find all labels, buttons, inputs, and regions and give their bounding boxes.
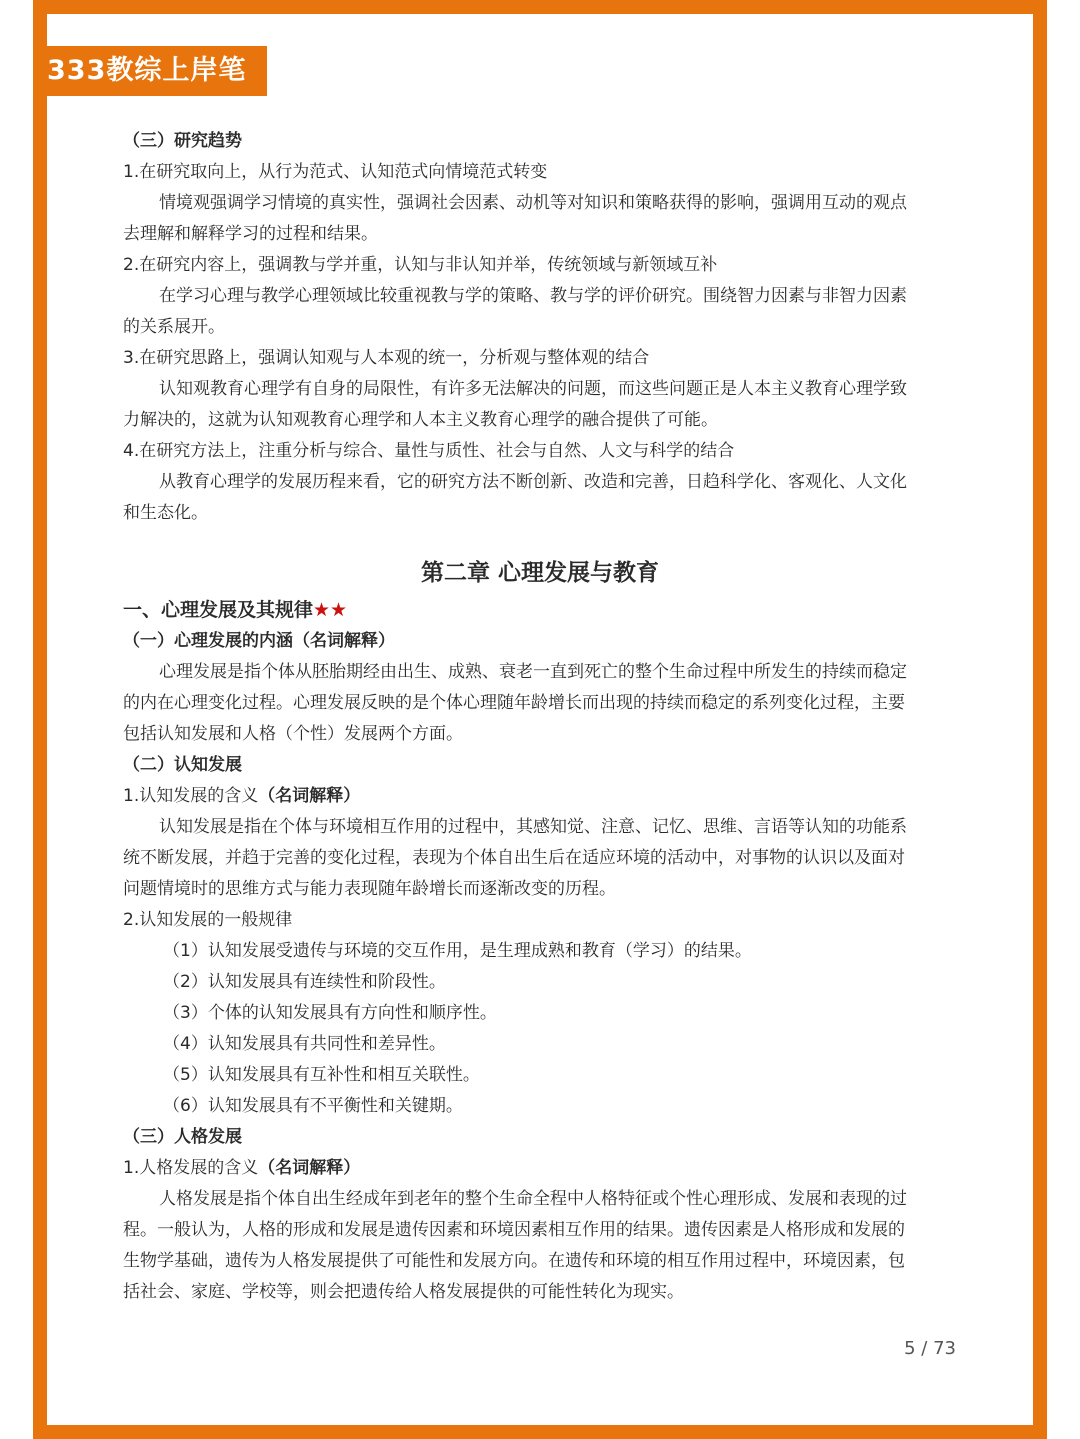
sub2-text-c: 问题情境时的思维方式与能力表现随年龄增长而逐渐改变的历程。 (123, 879, 616, 899)
trend-text-4a: 从教育心理学的发展历程来看，它的研究方法不断创新、改造和完善，日趋科学化、客观化、人文化 (159, 472, 907, 492)
trend-text-1a: 情境观强调学习情境的真实性，强调社会因素、动机等对知识和策略获得的影响，强调用互动的观点 (159, 193, 907, 213)
sub3-text-d: 括社会、家庭、学校等，则会把遗传给人格发展提供的可能性转化为现实。 (123, 1282, 684, 1302)
sub3-text-b: 程。一般认为，人格的形成和发展是遗传因素和环境因素相互作用的结果。遗传因素是人格形成和发展的 (123, 1220, 905, 1240)
part-heading-text: 一、心理发展及其规律 (123, 599, 314, 621)
part-heading (123, 595, 957, 626)
trend-title-3: 3.在研究思路上，强调认知观与人本观的统一，分析观与整体观的结合 (123, 348, 650, 368)
sub1-text-b: 的内在心理变化过程。心理发展反映的是个体心理随年龄增长而出现的持续而稳定的系列变化过程，主要 (123, 693, 905, 713)
sub3-item1-prefix: 1.人格发展的含义 (123, 1158, 259, 1178)
rule-item-4: （4）认知发展具有共同性和差异性。 (163, 1034, 446, 1054)
trend-text-3b: 力解决的，这就为认知观教育心理学和人本主义教育心理学的融合提供了可能。 (123, 410, 718, 430)
trend-title-2: 2.在研究内容上，强调教与学并重，认知与非认知并举，传统领域与新领域互补 (123, 255, 718, 275)
trend-text-4b: 和生态化。 (123, 503, 208, 523)
trend-title-4: 4.在研究方法上，注重分析与综合、量性与质性、社会与自然、人文与科学的结合 (123, 441, 735, 461)
sub3-item1-suffix: （名词解释） (258, 1158, 361, 1178)
sub2-text-a: 认知发展是指在个体与环境相互作用的过程中，其感知觉、注意、记忆、思维、言语等认知的功能系 (159, 817, 907, 837)
sub3-text-a: 人格发展是指个体自出生经成年到老年的整个生命全程中人格特征或个性心理形成、发展和表现的过 (159, 1189, 907, 1209)
document-body (123, 126, 957, 1308)
page-number: 5 / 73 (904, 1338, 956, 1359)
sub2-item1-suffix: （名词解释） (258, 786, 361, 806)
rule-item-2: （2）认知发展具有连续性和阶段性。 (163, 972, 446, 992)
sub3-item1-title (123, 1153, 957, 1184)
trend-text-1b: 去理解和解释学习的过程和结果。 (123, 224, 378, 244)
sub2-item1-prefix: 1.认知发展的含义 (123, 786, 259, 806)
section-heading: （三）研究趋势 (123, 131, 242, 151)
brand-label: 333教综上岸笔记 (35, 46, 267, 96)
sub2-item1-title (123, 781, 957, 812)
subsection-heading-3: （三）人格发展 (123, 1127, 242, 1147)
sub1-text-c: 包括认知发展和人格（个性）发展两个方面。 (123, 724, 463, 744)
sub2-item2-title: 2.认知发展的一般规律 (123, 910, 293, 930)
trend-text-2a: 在学习心理与教学心理领域比较重视教与学的策略、教与学的评价研究。围绕智力因素与非智力因素 (159, 286, 907, 306)
rule-item-1: （1）认知发展受遗传与环境的交互作用，是生理成熟和教育（学习）的结果。 (163, 941, 752, 961)
rule-item-3: （3）个体的认知发展具有方向性和顺序性。 (163, 1003, 497, 1023)
rule-item-5: （5）认知发展具有互补性和相互关联性。 (163, 1065, 480, 1085)
subsection-heading-1: （一）心理发展的内涵（名词解释） (123, 631, 395, 651)
rule-item-6: （6）认知发展具有不平衡性和关键期。 (163, 1096, 463, 1116)
sub2-text-b: 统不断发展，并趋于完善的变化过程，表现为个体自出生后在适应环境的活动中，对事物的认识以及面对 (123, 848, 905, 868)
subsection-heading-2: （二）认知发展 (123, 755, 242, 775)
sub3-text-c: 生物学基础，遗传为人格发展提供了可能性和发展方向。在遗传和环境的相互作用过程中，环境因素，包 (123, 1251, 905, 1271)
sub1-text-a: 心理发展是指个体从胚胎期经由出生、成熟、衰老一直到死亡的整个生命过程中所发生的持续而稳定 (159, 662, 907, 682)
star-icon: ★★ (313, 599, 348, 621)
chapter-title: 第二章 心理发展与教育 (420, 560, 659, 586)
trend-text-2b: 的关系展开。 (123, 317, 225, 337)
trend-text-3a: 认知观教育心理学有自身的局限性，有许多无法解决的问题，而这些问题正是人本主义教育心理学致 (159, 379, 907, 399)
trend-title-1: 1.在研究取向上，从行为范式、认知范式向情境范式转变 (123, 162, 548, 182)
